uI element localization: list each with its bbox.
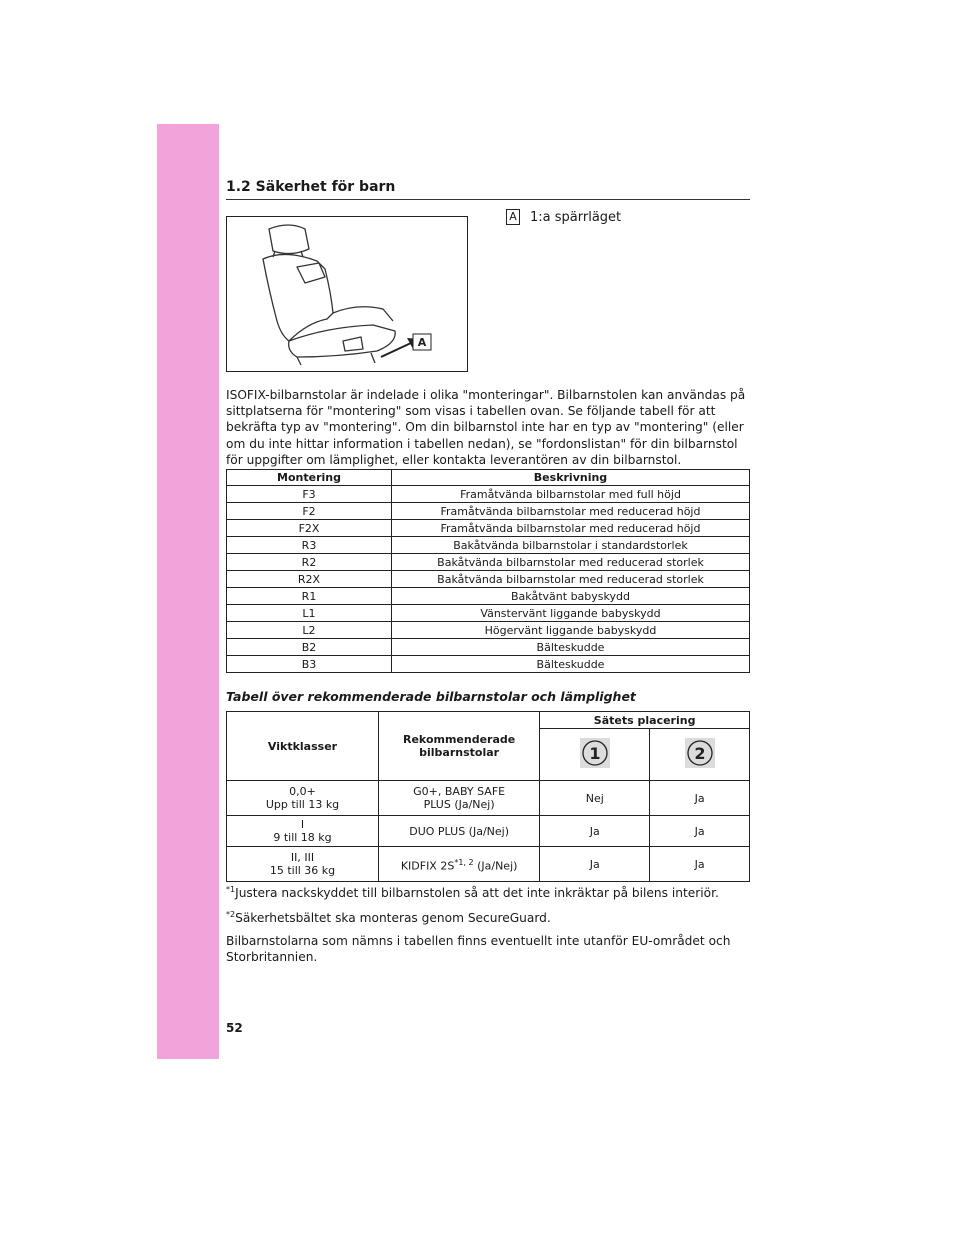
- seat-number-1-icon: [580, 738, 610, 768]
- col-header-weight: Viktklasser: [227, 712, 379, 781]
- col-header-description: Beskrivning: [392, 470, 750, 486]
- table-row: [227, 605, 750, 622]
- seat-name: G0+, BABY SAFE PLUS (Ja/Nej): [413, 785, 506, 811]
- seat-suffix: (Ja/Nej): [473, 859, 518, 873]
- mounting-code: R2: [227, 554, 392, 571]
- mounting-description: Bakåtvänt babyskydd: [392, 588, 750, 605]
- weight-range: Upp till 13 kg: [265, 798, 340, 811]
- footnote-2: [226, 910, 551, 925]
- weight-class: II, III: [290, 851, 315, 864]
- weight-cell: [227, 781, 379, 816]
- table-row: [227, 486, 750, 503]
- weight-range: 9 till 18 kg: [273, 831, 332, 844]
- mounting-description: Bakåtvända bilbarnstolar med reducerad storlek: [392, 554, 750, 571]
- footnote-mark: *1: [226, 885, 236, 894]
- mounting-description: Framåtvända bilbarnstolar med reducerad höjd: [392, 520, 750, 537]
- position-1-value: Ja: [540, 816, 650, 847]
- mounting-code: F2: [227, 503, 392, 520]
- seat-illustration: [226, 216, 468, 372]
- mounting-code: R2X: [227, 571, 392, 588]
- mounting-description: Högervänt liggande babyskydd: [392, 622, 750, 639]
- mounting-description: Bakåtvända bilbarnstolar i standardstorlek: [392, 537, 750, 554]
- footnote-text: Säkerhetsbältet ska monteras genom SecureGuard.: [235, 911, 551, 926]
- mounting-description: Bakåtvända bilbarnstolar med reducerad storlek: [392, 571, 750, 588]
- col-header-placement: Sätets placering: [540, 712, 750, 729]
- section-title: 1.2 Säkerhet för barn: [226, 179, 396, 195]
- recommend-table: [226, 711, 750, 882]
- seat-name: KIDFIX 2S: [400, 859, 455, 873]
- seat-number-2: 2: [694, 744, 706, 763]
- intro-paragraph: ISOFIX-bilbarnstolar är indelade i olika "monteringar". Bilbarnstolen kan användas på sittplatserna för "montering" som visas i tabellen ovan. Se följande tabell för att bekräfta typ av "montering". Om din bilbarnstol inte har en typ av "montering" (eller om du inte hittar information i tabellen nedan), se "fordonslistan" för din bilbarnstol för uppgifter om lämplighet, eller kontakta leverantören av din bilbarnstol.: [226, 388, 746, 467]
- mounting-description: Bälteskudde: [392, 656, 750, 673]
- mounting-code: B2: [227, 639, 392, 656]
- weight-cell: [227, 847, 379, 882]
- mounting-description: Bälteskudde: [392, 639, 750, 656]
- seat-number-1: 1: [589, 744, 601, 763]
- table-row: [227, 656, 750, 673]
- weight-cell: [227, 816, 379, 847]
- weight-class: 0,0+: [289, 785, 316, 798]
- position-1-value: Nej: [540, 781, 650, 816]
- title-divider: [226, 199, 750, 200]
- mounting-code: L1: [227, 605, 392, 622]
- position-2-value: Ja: [650, 816, 750, 847]
- page-number: 52: [226, 1021, 243, 1035]
- mounting-description: Framåtvända bilbarnstolar med reducerad höjd: [392, 503, 750, 520]
- recommended-seat: [379, 816, 540, 847]
- table-row: [227, 847, 750, 882]
- mounting-code: F2X: [227, 520, 392, 537]
- weight-range: 15 till 36 kg: [269, 864, 336, 877]
- table-row: [227, 554, 750, 571]
- mounting-code: R1: [227, 588, 392, 605]
- mounting-code: R3: [227, 537, 392, 554]
- mounting-code: B3: [227, 656, 392, 673]
- position-2-value: Ja: [650, 847, 750, 882]
- col-header-recommended: Rekommenderade bilbarnstolar: [379, 712, 540, 781]
- table-row: [227, 622, 750, 639]
- footnote-1: [226, 885, 719, 900]
- mounting-code: L2: [227, 622, 392, 639]
- table-row: [227, 639, 750, 656]
- table-row: [227, 588, 750, 605]
- mounting-description: Vänstervänt liggande babyskydd: [392, 605, 750, 622]
- figure-label: A: [417, 336, 427, 349]
- table-row: [227, 781, 750, 816]
- recommended-seat: [379, 781, 540, 816]
- figure-legend: [506, 209, 621, 225]
- mounting-table: [226, 469, 750, 673]
- outro-paragraph: Bilbarnstolarna som nämns i tabellen finns eventuellt inte utanför EU-området och Storbritannien.: [226, 934, 731, 965]
- seat-position-1: [540, 729, 650, 781]
- legend-text: 1:a spärrläget: [530, 209, 622, 225]
- table-row: [227, 503, 750, 520]
- position-2-value: Ja: [650, 781, 750, 816]
- recommended-seat: [379, 847, 540, 882]
- side-color-tab: [157, 124, 219, 1059]
- weight-class: I: [300, 818, 305, 831]
- table-row: [227, 520, 750, 537]
- table-row: [227, 816, 750, 847]
- seat-position-2: [650, 729, 750, 781]
- col-header-mounting: Montering: [227, 470, 392, 486]
- table-row: [227, 571, 750, 588]
- seat-name: DUO PLUS (Ja/Nej): [409, 824, 509, 838]
- table-row: [227, 537, 750, 554]
- seat-number-2-icon: [685, 738, 715, 768]
- footnote-text: Justera nackskyddet till bilbarnstolen så att det inte inkräktar på bilens interiör.: [235, 886, 719, 901]
- footnote-mark: *2: [226, 910, 236, 919]
- recommend-table-title: Tabell över rekommenderade bilbarnstolar och lämplighet: [226, 689, 636, 704]
- mounting-code: F3: [227, 486, 392, 503]
- position-1-value: Ja: [540, 847, 650, 882]
- seat-footnote-ref: *1, 2: [454, 857, 474, 867]
- legend-badge: A: [506, 209, 520, 225]
- mounting-description: Framåtvända bilbarnstolar med full höjd: [392, 486, 750, 503]
